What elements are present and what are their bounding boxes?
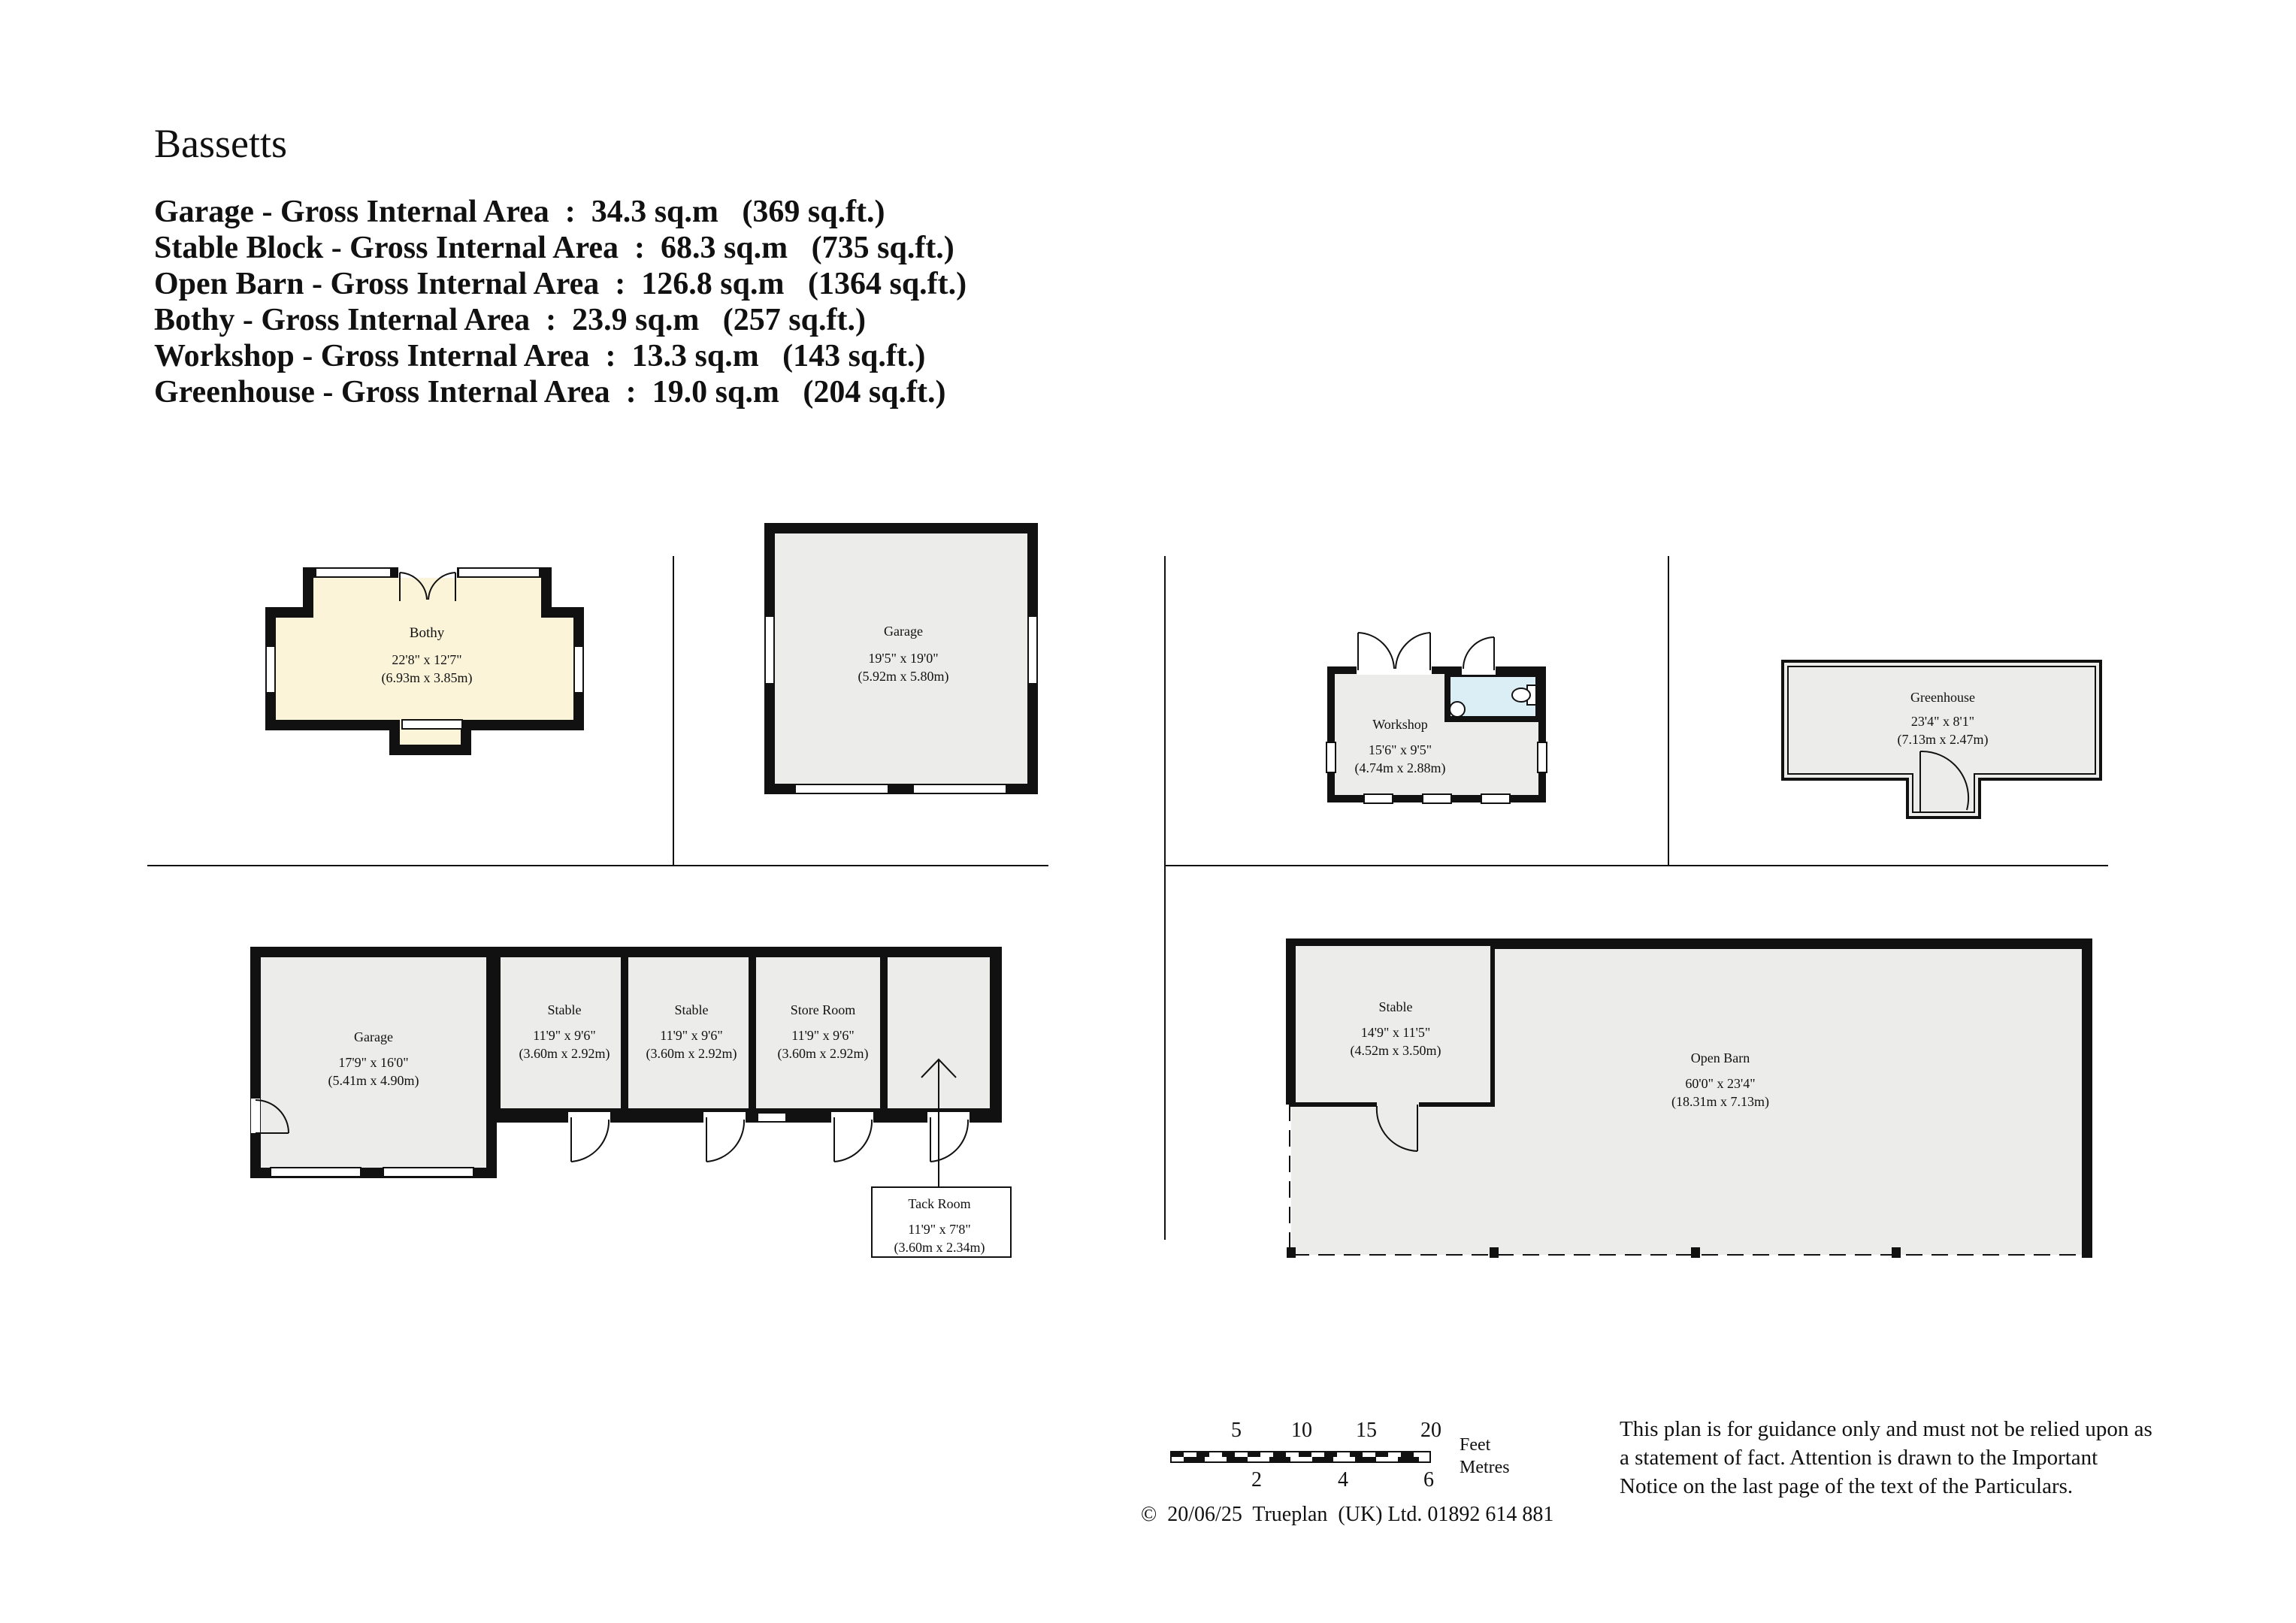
open-barn-plan [1287, 944, 2092, 1258]
garage-block-dimensions-imperial: 17'9" x 16'0" [338, 1055, 409, 1070]
workshop-dimensions-metric: (4.74m x 2.88m) [1354, 760, 1446, 775]
stable-1-dimensions-metric: (3.60m x 2.92m) [519, 1046, 610, 1061]
area-line-bothy: Bothy - Gross Internal Area : 23.9 sq.m (257 sq.ft.) [154, 303, 866, 337]
scale-metre-tick-2: 2 [1251, 1468, 1262, 1492]
bothy-dimensions-imperial: 22'8" x 12'7" [392, 652, 462, 667]
stable-1-dimensions-imperial: 11'9" x 9'6" [533, 1028, 596, 1043]
scale-metre-tick-4: 4 [1338, 1468, 1348, 1492]
tack-room-dimensions-imperial: 11'9" x 7'8" [908, 1222, 971, 1237]
scale-bar [1171, 1419, 1510, 1492]
bothy-dimensions-metric: (6.93m x 3.85m) [381, 670, 473, 685]
greenhouse-label: Greenhouse [1910, 690, 1975, 705]
open-barn-dimensions-metric: (18.31m x 7.13m) [1671, 1094, 1769, 1109]
copyright-text: © 20/06/25 Trueplan (UK) Ltd. 01892 614 881 [1141, 1503, 1554, 1526]
area-line-stable-block: Stable Block - Gross Internal Area : 68.3 sq.m (735 sq.ft.) [154, 231, 954, 265]
garage-top-label: Garage [884, 624, 923, 639]
tack-room-dimensions-metric: (3.60m x 2.34m) [894, 1240, 985, 1255]
barn-stable-floor [1291, 944, 1493, 1105]
barn-stable-label: Stable [1378, 999, 1413, 1014]
bothy-label: Bothy [409, 625, 445, 641]
tack-room-label: Tack Room [908, 1196, 971, 1211]
barn-stable-dimensions-metric: (4.52m x 3.50m) [1350, 1043, 1441, 1058]
open-barn-label: Open Barn [1690, 1050, 1750, 1065]
area-line-workshop: Workshop - Gross Internal Area : 13.3 sq.m (143 sq.ft.) [154, 339, 926, 373]
bothy-plan [266, 567, 583, 750]
store-room-label: Store Room [790, 1002, 856, 1017]
area-line-greenhouse: Greenhouse - Gross Internal Area : 19.0 sq.m (204 sq.ft.) [154, 375, 946, 410]
garage-top-dimensions-metric: (5.92m x 5.80m) [858, 669, 949, 684]
scale-feet-tick-10: 10 [1291, 1419, 1312, 1442]
workshop-doors [1357, 633, 1496, 675]
scale-feet-tick-15: 15 [1356, 1419, 1377, 1442]
workshop-label: Workshop [1372, 717, 1428, 732]
greenhouse-dimensions-metric: (7.13m x 2.47m) [1897, 732, 1989, 747]
area-line-open-barn: Open Barn - Gross Internal Area : 126.8 sq.m (1364 sq.ft.) [154, 267, 967, 301]
stable-2-dimensions-imperial: 11'9" x 9'6" [660, 1028, 723, 1043]
workshop-dimensions-imperial: 15'6" x 9'5" [1368, 742, 1432, 757]
garage-block-label: Garage [354, 1029, 393, 1044]
garage-block-dimensions-metric: (5.41m x 4.90m) [328, 1073, 419, 1088]
garage-top-dimensions-imperial: 19'5" x 19'0" [868, 651, 939, 666]
stable-2-label: Stable [674, 1002, 709, 1017]
greenhouse-dimensions-imperial: 23'4" x 8'1" [1910, 714, 1975, 729]
stable-2-dimensions-metric: (3.60m x 2.92m) [646, 1046, 737, 1061]
basin-icon [1450, 702, 1465, 717]
area-line-garage: Garage - Gross Internal Area : 34.3 sq.m (369 sq.ft.) [154, 195, 885, 229]
greenhouse-plan [1783, 661, 2101, 818]
scale-feet-tick-5: 5 [1231, 1419, 1242, 1442]
scale-feet-tick-20: 20 [1420, 1419, 1441, 1442]
store-room-dimensions-imperial: 11'9" x 9'6" [791, 1028, 855, 1043]
disclaimer-text: This plan is for guidance only and must not be relied upon as a statement of fact. Attention is drawn to the Important Notice on the last page of the text of the Particulars. [1620, 1417, 2152, 1498]
barn-stable-dimensions-imperial: 14'9" x 11'5" [1360, 1025, 1431, 1040]
store-room-dimensions-metric: (3.60m x 2.92m) [777, 1046, 869, 1061]
open-barn-dimensions-imperial: 60'0" x 23'4" [1685, 1076, 1756, 1091]
garage-top-plan [765, 528, 1037, 793]
workshop-plan [1326, 633, 1547, 803]
property-title: Bassetts [154, 121, 288, 166]
stable-block-plan [251, 952, 1011, 1257]
scale-feet-label: Feet [1460, 1435, 1491, 1455]
scale-metres-label: Metres [1460, 1458, 1510, 1477]
scale-metre-tick-6: 6 [1423, 1468, 1434, 1492]
stable-1-label: Stable [547, 1002, 582, 1017]
